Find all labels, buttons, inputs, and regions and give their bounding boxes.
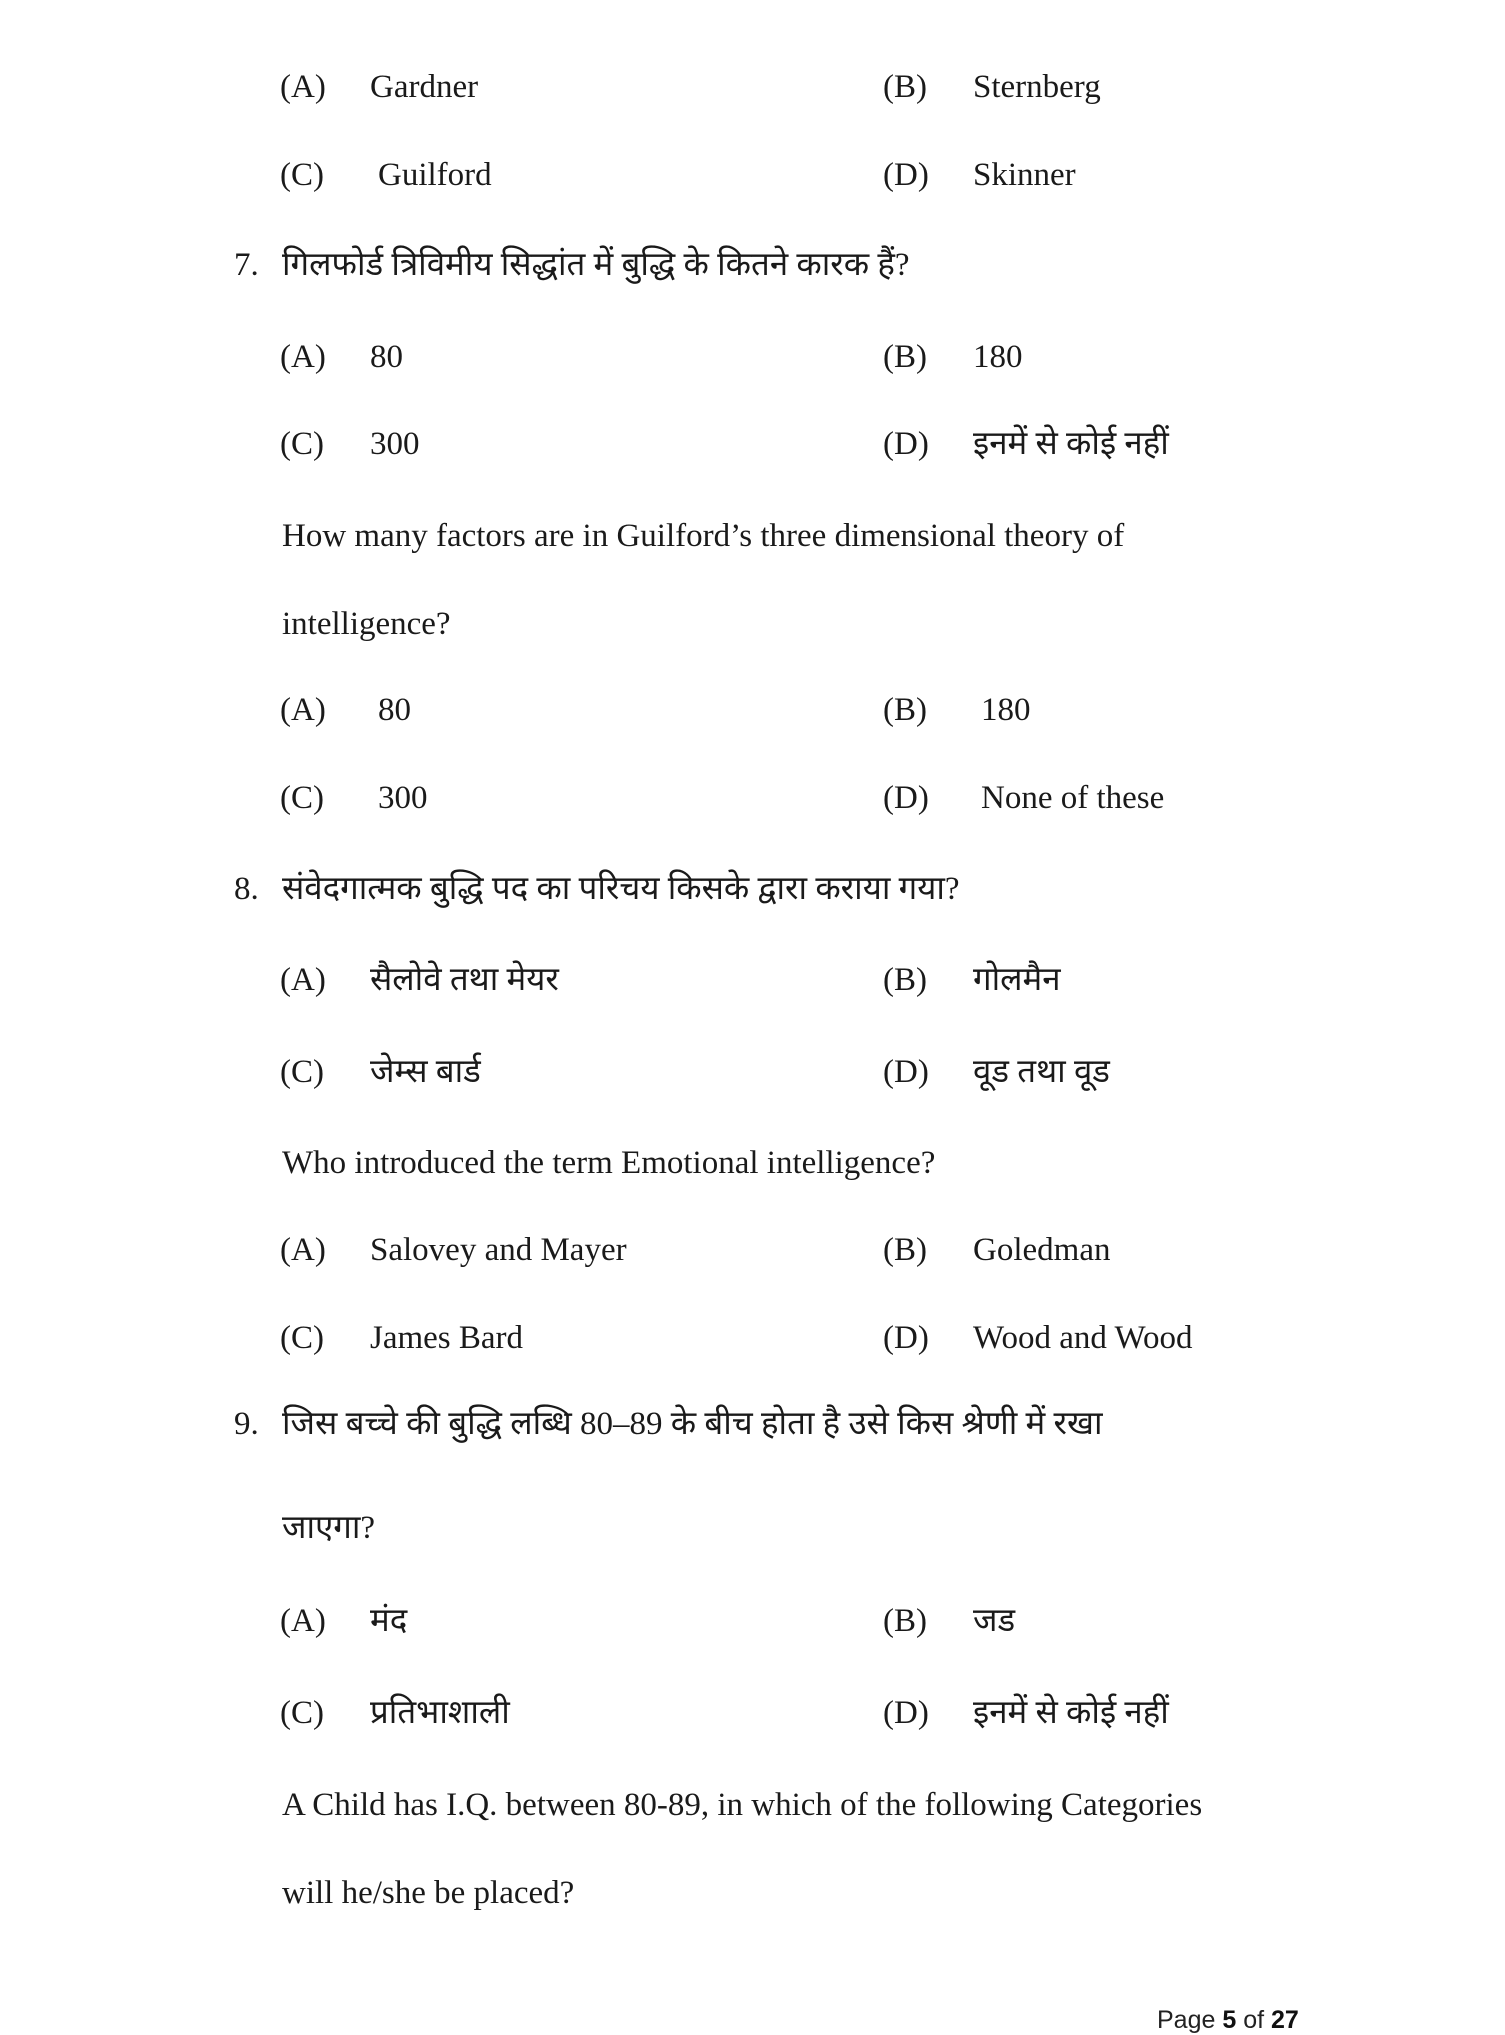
option-label: (B) xyxy=(883,1232,927,1268)
option-label: (A) xyxy=(280,1232,326,1268)
total-pages: 27 xyxy=(1271,2006,1299,2034)
option-text: प्रतिभाशाली xyxy=(370,1695,510,1731)
question-text-hindi: जाएगा? xyxy=(282,1510,376,1546)
option-label: (C) xyxy=(280,1320,324,1356)
option-label: (D) xyxy=(883,426,929,462)
option-text: सैलोवे तथा मेयर xyxy=(370,962,559,998)
option-text: Skinner xyxy=(973,157,1076,193)
question-text-hindi: जिस बच्चे की बुद्धि लब्धि 80–89 के बीच होता है उसे किस श्रेणी में रखा xyxy=(282,1406,1103,1442)
option-text: Goledman xyxy=(973,1232,1111,1268)
option-text: Salovey and Mayer xyxy=(370,1232,627,1268)
option-label: (D) xyxy=(883,157,929,193)
page-prefix: Page xyxy=(1157,2006,1216,2034)
option-label: (C) xyxy=(280,157,324,193)
option-label: (A) xyxy=(280,962,326,998)
option-label: (A) xyxy=(280,69,326,105)
question-text-english: How many factors are in Guilford’s three dimensional theory of xyxy=(282,518,1125,554)
option-text: इनमें से कोई नहीं xyxy=(973,1695,1169,1731)
option-text: 180 xyxy=(981,692,1031,728)
option-text: 80 xyxy=(378,692,411,728)
option-label: (A) xyxy=(280,692,326,728)
option-text: 180 xyxy=(973,339,1023,375)
option-text: जड xyxy=(973,1603,1016,1639)
option-text: जेम्स बार्ड xyxy=(370,1054,481,1090)
question-number: 7. xyxy=(234,247,259,283)
option-label: (D) xyxy=(883,1320,929,1356)
option-text: Gardner xyxy=(370,69,479,105)
option-label: (B) xyxy=(883,1603,927,1639)
question-text-hindi: संवेदगात्मक बुद्धि पद का परिचय किसके द्वारा कराया गया? xyxy=(282,871,960,907)
option-label: (C) xyxy=(280,1054,324,1090)
option-label: (D) xyxy=(883,1695,929,1731)
option-label: (C) xyxy=(280,780,324,816)
option-text: गोलमैन xyxy=(973,962,1061,998)
option-text: Sternberg xyxy=(973,69,1101,105)
question-text-english: A Child has I.Q. between 80-89, in which of the following Categories xyxy=(282,1787,1203,1823)
question-text-hindi: गिलफोर्ड त्रिविमीय सिद्धांत में बुद्धि के कितने कारक हैं? xyxy=(282,247,910,283)
option-label: (C) xyxy=(280,1695,324,1731)
option-text: 80 xyxy=(370,339,403,375)
option-text: Wood and Wood xyxy=(973,1320,1193,1356)
option-label: (B) xyxy=(883,69,927,105)
option-text: मंद xyxy=(370,1603,408,1639)
question-text-english: intelligence? xyxy=(282,606,451,642)
option-text: 300 xyxy=(370,426,420,462)
option-label: (A) xyxy=(280,1603,326,1639)
current-page: 5 xyxy=(1222,2006,1237,2034)
question-text-english: Who introduced the term Emotional intelligence? xyxy=(282,1145,936,1181)
option-label: (B) xyxy=(883,339,927,375)
option-label: (B) xyxy=(883,962,927,998)
option-text: Guilford xyxy=(378,157,492,193)
option-label: (D) xyxy=(883,1054,929,1090)
option-text: None of these xyxy=(981,780,1165,816)
question-number: 9. xyxy=(234,1406,259,1442)
option-label: (B) xyxy=(883,692,927,728)
page-of: of xyxy=(1243,2006,1265,2034)
option-label: (A) xyxy=(280,339,326,375)
option-label: (D) xyxy=(883,780,929,816)
option-label: (C) xyxy=(280,426,324,462)
option-text: James Bard xyxy=(370,1320,524,1356)
option-text: वूड तथा वूड xyxy=(973,1054,1110,1090)
option-text: इनमें से कोई नहीं xyxy=(973,426,1169,462)
page-indicator xyxy=(1157,2005,1299,2035)
question-text-english: will he/she be placed? xyxy=(282,1875,575,1911)
question-number: 8. xyxy=(234,871,259,907)
option-text: 300 xyxy=(378,780,428,816)
